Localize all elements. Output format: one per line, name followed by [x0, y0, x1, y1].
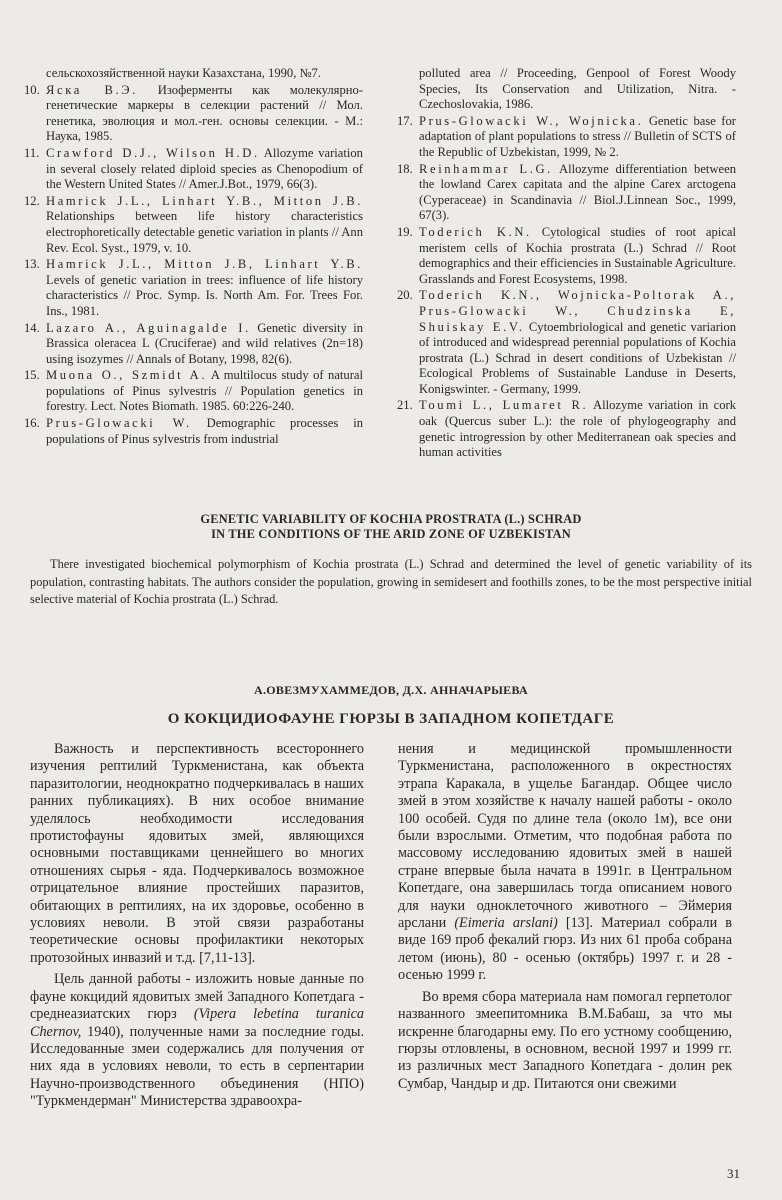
page-number: 31: [727, 1166, 740, 1181]
reference-column-right: [397, 66, 736, 498]
reference-list: [24, 66, 736, 498]
reference-item: 14. Lazaro A., Aguinagalde I. Genetic diversity in Brassica oleracea L (Cruciferae) and wild relatives (2n=18) using isozymes // Annals of Botany, 1998, 82(6).: [24, 320, 364, 366]
paragraph: нения и медицинской промышленности Туркменистана, расположенного в окрестностях этрапа Каракала, в ущелье Багандар. Общее число змей в этом хозяйстве к началу нашей работы - около 100 особей. Судя по длине тела (около 1м), все они были взрослыми. Отметим, что подобная работа по массовому исследованию ядовитых змей в нашей стране впервые была начата в 1991г. в Центральном Копетдаге, она завершилась тогда описанием нового для науки одноклеточного животного – Эймерия арслани (Eimeria arslani) [13]. Материал собрали в виде 169 проб фекалий гюрз. Из них 61 проба собрана летом (июнь), 80 - осенью (октябрь) 1997 г. и 28 - осенью 1999 г.: [398, 741, 732, 984]
reference-item: сельскохозяйственной науки Казахстана, 1990, №7.: [46, 66, 321, 80]
reference-item: 19. Toderich K.N. Cytological studies of root apical meristem cells of Kochia prostrata (L.) Schrad // Root demographics and their efficiencies in Sustainable Agriculture. Grasslands and Forest Ecosystems, 1998.: [397, 224, 736, 286]
reference-item: 10. Яска В.Э. Изоферменты как молекулярно-генетические маркеры в селекции растений // Мол. генетика, эволюция и мол.-ген. основы селекции. - М.: Наука, 1985.: [24, 82, 363, 144]
article-body: [30, 741, 732, 1115]
english-summary-title: GENETIC VARIABILITY OF KOCHIA PROSTRATA (L.) SCHRAD IN THE CONDITIONS OF THE ARID ZONE OF UZBEKISTAN: [200, 512, 582, 541]
reference-item: 11. Crawford D.J., Wilson H.D. Allozyme variation in several closely related diploid species as Chenopodium of the Western United States // Amer.J.Bot., 1979, 66(3).: [24, 145, 363, 192]
reference-item: 12. Hamrick J.L., Linhart Y.B., Mitton J.B. Relationships between life history characteristics electrophoretically detectable genetic variation in plants // Ann Rev. Ecol. Syst., 1979, v. 10.: [24, 193, 363, 255]
reference-item: 17. Prus-Glowacki W., Wojnicka. Genetic base for adaptation of plant populations to stress // Bulletin of SCTS of the Republic of Uzbekistan, 1999, № 2.: [397, 113, 736, 159]
article-column-right: [398, 741, 732, 1115]
reference-item: 13. Hamrick J.L., Mitton J.B, Linhart Y.B. Levels of genetic variation in trees: influence of life history characteristics // Proc. Symp. Is. North Am. For. Trees For. Ins., 1981.: [24, 257, 363, 318]
reference-column-left: [24, 66, 363, 498]
reference-item: 16. Prus-Glowacki W. Demographic processes in populations of Pinus sylvestris from industrial: [24, 416, 363, 446]
reference-item: polluted area // Proceeding, Genpool of Forest Woody Species, Its Conservation and Utilization, Nitra. - Czechoslovakia, 1986.: [419, 66, 736, 112]
paragraph: Во время сбора материала нам помогал герпетолог названного змеепитомника В.М.Бабаш, за что мы искренне благодарны ему. По его устному сообщению, гюрзы отловлены, в основном, весной 1997 и 1999 гг. из различных мест Западного Копетдага - долин рек Сумбар, Чандыр и др. Питаются они свежими: [398, 988, 732, 1092]
paragraph: Цель данной работы - изложить новые данные по фауне кокцидий ядовитых змей Западного Копетдага - среднеазиатских гюрз (Vipera lebetina turanica Chernov, 1940), полученные нами за последние годы. Исследованные змеи содержались для получения от них яда в условиях неволи, то есть в серпентарии Научно-производственного объединения (НПО) "Туркмендерман" Министерства здравоохра-: [30, 971, 364, 1110]
reference-item: 18. Reinhammar L.G. Allozyme differentiation between the lowland Carex capitata and the alpine Carex arctogena (Cyperaceae) in Scandinavia // Biol.J.Linnean Soc., 1999, 67(3).: [397, 161, 736, 223]
reference-item: 21. Toumi L., Lumaret R. Allozyme variation in cork oak (Quercus suber L.): the role of phylogeography and genetic introgression by other Mediterranean oak species and human activities: [397, 398, 736, 460]
english-abstract: There investigated biochemical polymorphism of Kochia prostrata (L.) Schrad and determined the level of genetic variability of its population, contrasting habitats. The authors consider the population, growing in semidesert and foothills zones, to be the most perspective initial selective material of Kochia prostrata (L.) Schrad.: [30, 557, 752, 606]
reference-item: 20. Toderich K.N., Wojnicka-Poltorak A., Prus-Glowacki W., Chudzinska E, Shuiskay E.V. Cytoembriological and genetic variarion of introduced and widespread perennial populations of Kochia prostrata (L.) Schrad in desert conditions of Uzbekistan // Ecological Problems of Sustainable Landuse in Deserts, Konigswinter. - Germany, 1999.: [397, 288, 737, 396]
article-column-left: [30, 741, 364, 1115]
reference-item: 15. Muona O., Szmidt A. A multilocus study of natural populations of Pinus sylvestris // Population genetics in forestry. Lect. Notes Biomath. 1985. 60:226-240.: [24, 368, 363, 414]
paragraph: Важность и перспективность всестороннего изучения рептилий Туркменистана, как объекта паразитологии, неоднократно подчеркивалась в наших ранних публикациях). В них особое внимание уделялось необходимости исследования протистофауны ядовитых змей, являющихся основными поставщиками ценнейшего во многих отношениях сырья - яда. Подчеркивалось возможное отрицательное влияние простейших паразитов, обитающих в рептилиях, на их здоровье, особенно в условиях неволи. В этой связи разработаны теоретические основы профилактики некоторых протозойных инвазий и т.д. [7,11-13].: [30, 741, 364, 966]
article-authors: А.ОВЕЗМУХАММЕДОВ, Д.Х. АННАЧАРЫЕВА: [253, 683, 528, 697]
article-title: О КОКЦИДИОФАУНЕ ГЮРЗЫ В ЗАПАДНОМ КОПЕТДАГЕ: [167, 711, 615, 727]
